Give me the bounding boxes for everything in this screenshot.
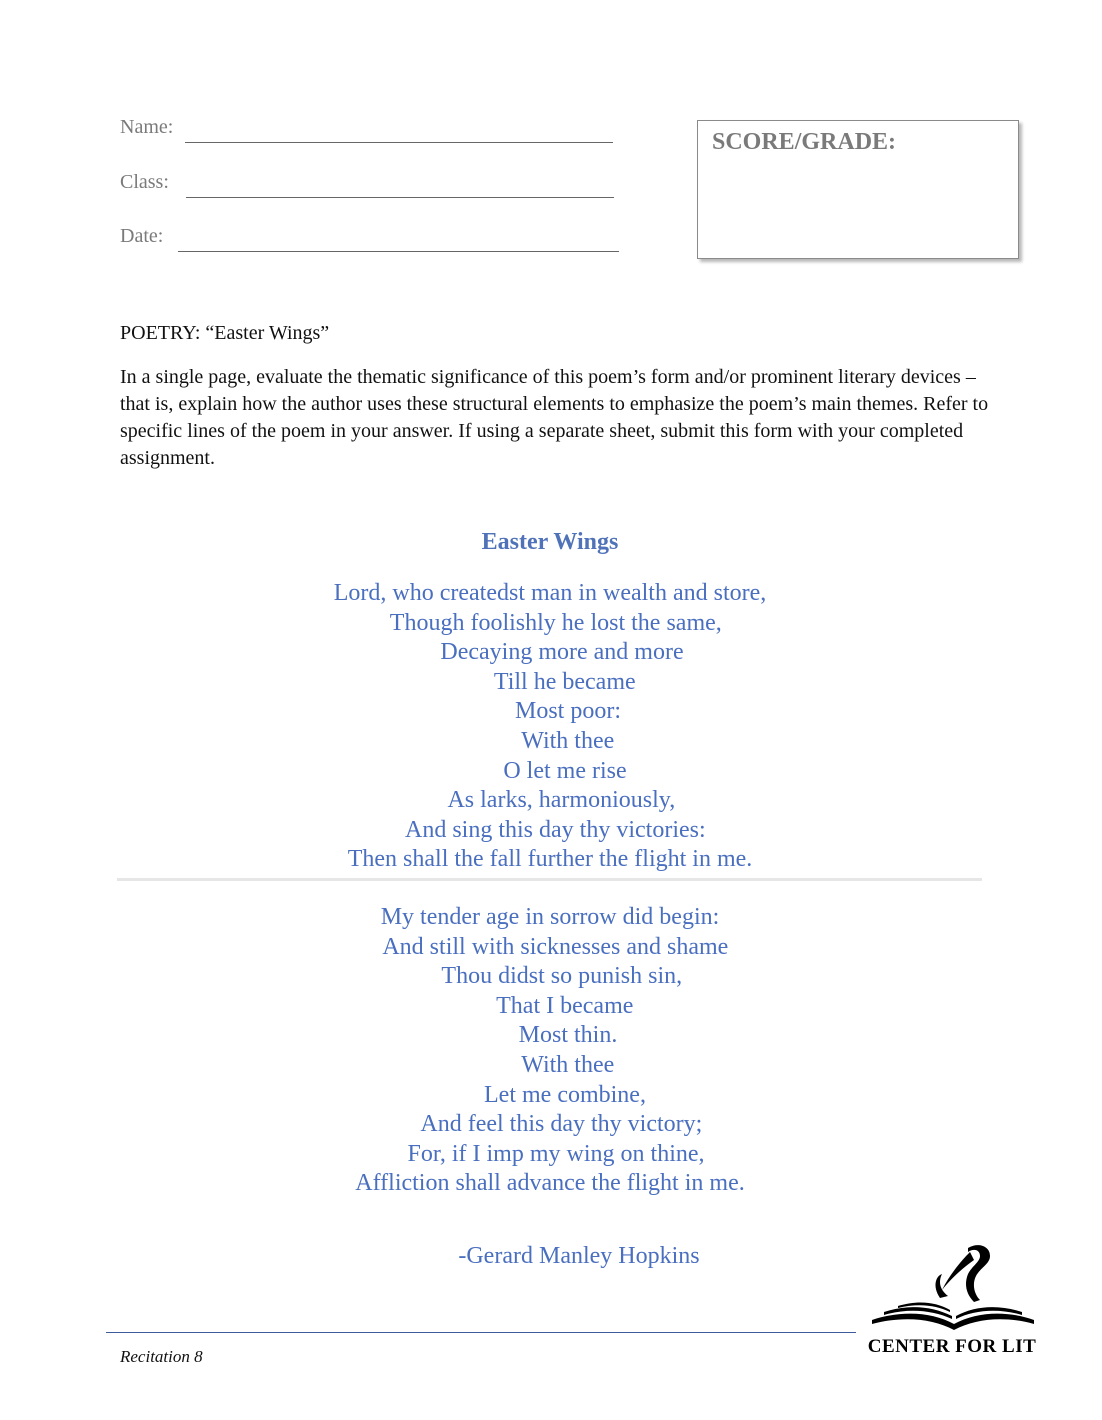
poem-line: And still with sicknesses and shame (371, 933, 729, 960)
poem-line: Then shall the fall further the flight in me. (347, 846, 753, 873)
poem-line: Till he became (464, 668, 636, 695)
score-grade-label: SCORE/GRADE: (712, 129, 897, 155)
poem-line: Though foolishly he lost the same, (378, 609, 722, 636)
poem-title: Easter Wings (481, 529, 619, 555)
logo-text: CENTER FOR LIT (867, 1336, 1037, 1357)
name-line[interactable] (185, 142, 613, 143)
poem-line: Let me combine, (454, 1081, 646, 1108)
poem-stanza-1 (0, 579, 1100, 875)
poem-line: Lord, who createdst man in wealth and store, (333, 580, 767, 606)
poem-line: Thou didst so punish sin, (417, 963, 683, 990)
poem-line: Most poor: (478, 698, 621, 725)
class-field[interactable] (120, 171, 169, 194)
poem-line: Most thin. (482, 1022, 618, 1049)
class-line[interactable] (186, 197, 614, 198)
poem-line: O let me rise (473, 757, 627, 784)
center-for-lit-logo (862, 1240, 1042, 1360)
poem-line: As larks, harmoniously, (424, 787, 676, 814)
poem-line: For, if I imp my wing on thine, (395, 1140, 705, 1167)
poem-line: My tender age in sorrow did begin: (380, 904, 720, 930)
assignment-instructions: In a single page, evaluate the thematic significance of this poem’s form and/or prominent literary devices – that is, explain how the author uses these structural elements to emphasize the poem’s main themes. Refer to specific lines of the poem in your answer. If using a separate sheet, submit this form with your completed assignment. (120, 366, 989, 469)
date-field[interactable] (120, 225, 163, 248)
name-field[interactable] (120, 116, 173, 139)
pelican-book-icon (862, 1240, 1042, 1340)
footer-divider (106, 1332, 856, 1333)
footer-text: Recitation 8 (120, 1347, 203, 1366)
score-grade-box[interactable] (697, 120, 1019, 259)
date-line[interactable] (178, 251, 619, 252)
poem-line: And feel this day thy victory; (397, 1111, 703, 1138)
stanza-divider (117, 878, 982, 881)
poem-line: And sing this day thy victories: (394, 816, 706, 843)
poem-line: Affliction shall advance the flight in me. (355, 1170, 745, 1197)
poem-line: With thee (485, 727, 615, 754)
name-label: Name: (120, 116, 174, 138)
poem-author: -Gerard Manley Hopkins (458, 1243, 700, 1269)
poem-line: With thee (485, 1051, 615, 1078)
poem-line: Decaying more and more (416, 639, 684, 666)
poem-line: That I became (466, 992, 634, 1019)
class-label: Class: (120, 171, 169, 193)
poem-stanza-2 (0, 903, 1100, 1199)
assignment-heading: POETRY: “Easter Wings” (120, 322, 330, 344)
date-label: Date: (120, 225, 164, 247)
